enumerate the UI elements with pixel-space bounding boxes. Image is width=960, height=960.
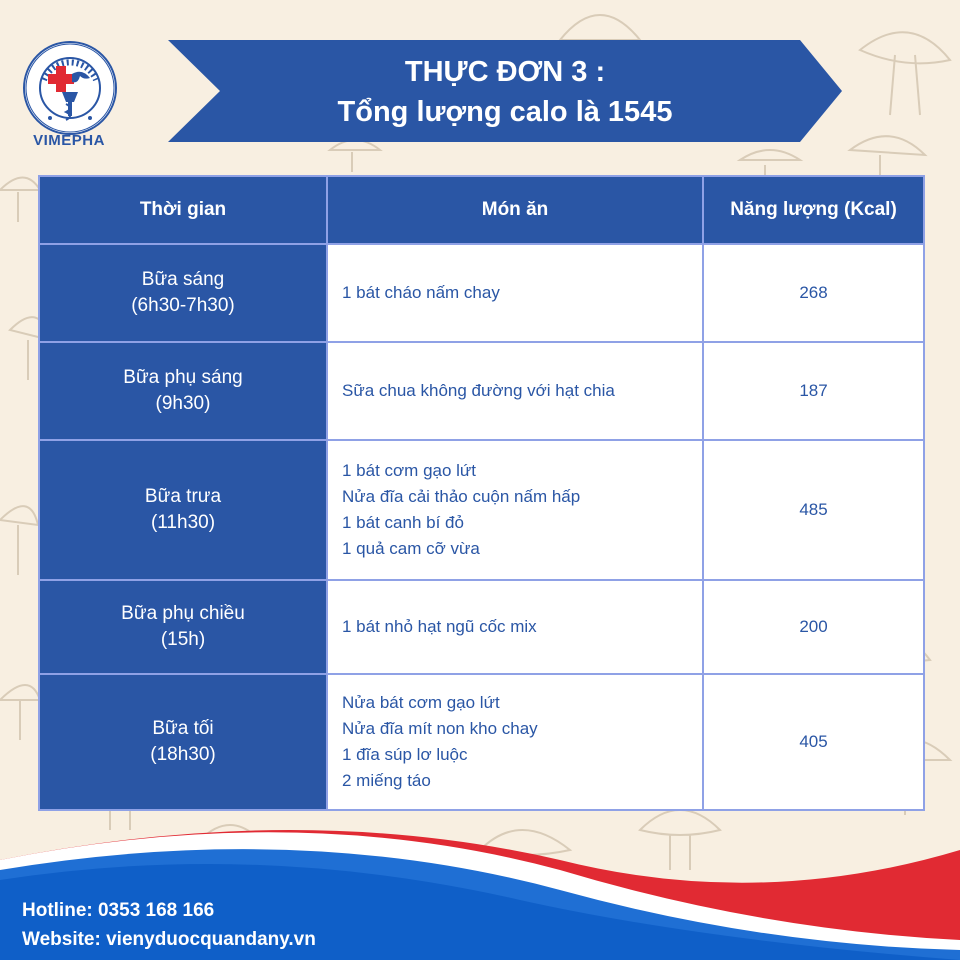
meal-time-cell [39,674,327,810]
meal-time: (9h30) [155,393,211,414]
meal-name: Bữa sáng [141,269,225,290]
page-title [250,52,760,132]
meal-time: (15h) [160,629,206,650]
dish-item: Sữa chua không đường với hạt chia [342,381,615,400]
meal-time-cell [39,580,327,674]
header-energy: Năng lượng (Kcal) [703,176,924,244]
meal-name: Bữa phụ sáng [123,367,243,388]
table-row [39,440,924,580]
dish-cell [327,342,703,440]
dish-item: 1 bát nhỏ hạt ngũ cốc mix [342,617,537,636]
kcal-value: 187 [703,342,924,440]
dish-item: Nửa bát cơm gạo lứt [342,693,500,712]
dish-item: Nửa đĩa cải thảo cuộn nấm hấp [342,487,581,506]
kcal-value: 485 [703,440,924,580]
header-time: Thời gian [39,176,327,244]
hotline-text: Hotline: 0353 168 166 [22,900,215,921]
table-header-row [39,176,924,244]
meal-time-cell [39,244,327,342]
menu-table [38,175,925,811]
vimepha-logo-seal [22,40,118,136]
website-link[interactable]: Website: vienyduocquandany.vn [22,929,316,950]
dish-item: 1 bát cháo nấm chay [342,283,500,302]
meal-name: Bữa trưa [144,486,222,507]
meal-time: (11h30) [150,512,216,533]
kcal-value: 200 [703,580,924,674]
brand-name: VIMEPHA [33,132,105,149]
title-line-2: Tổng lượng calo là 1545 [337,96,673,128]
dish-item: 1 bát cơm gạo lứt [342,461,477,480]
dish-item: 1 quả cam cỡ vừa [342,539,480,558]
meal-time-cell [39,342,327,440]
dish-item: 1 đĩa súp lơ luộc [342,745,468,764]
title-line-1: THỰC ĐƠN 3 : [404,56,606,88]
meal-name: Bữa tối [152,718,214,739]
table-row [39,342,924,440]
kcal-value: 268 [703,244,924,342]
meal-time: (18h30) [150,744,216,765]
table-row [39,244,924,342]
dish-cell [327,440,703,580]
meal-time: (6h30-7h30) [131,295,235,316]
header-dish: Món ăn [327,176,703,244]
dish-item: 1 bát canh bí đỏ [342,513,464,532]
kcal-value: 405 [703,674,924,810]
meal-time-cell [39,440,327,580]
meal-name: Bữa phụ chiều [121,603,245,624]
dish-cell [327,674,703,810]
table-row [39,674,924,810]
dish-item: Nửa đĩa mít non kho chay [342,719,538,738]
dish-cell [327,244,703,342]
table-row [39,580,924,674]
dish-cell [327,580,703,674]
dish-item: 2 miếng táo [342,771,431,790]
